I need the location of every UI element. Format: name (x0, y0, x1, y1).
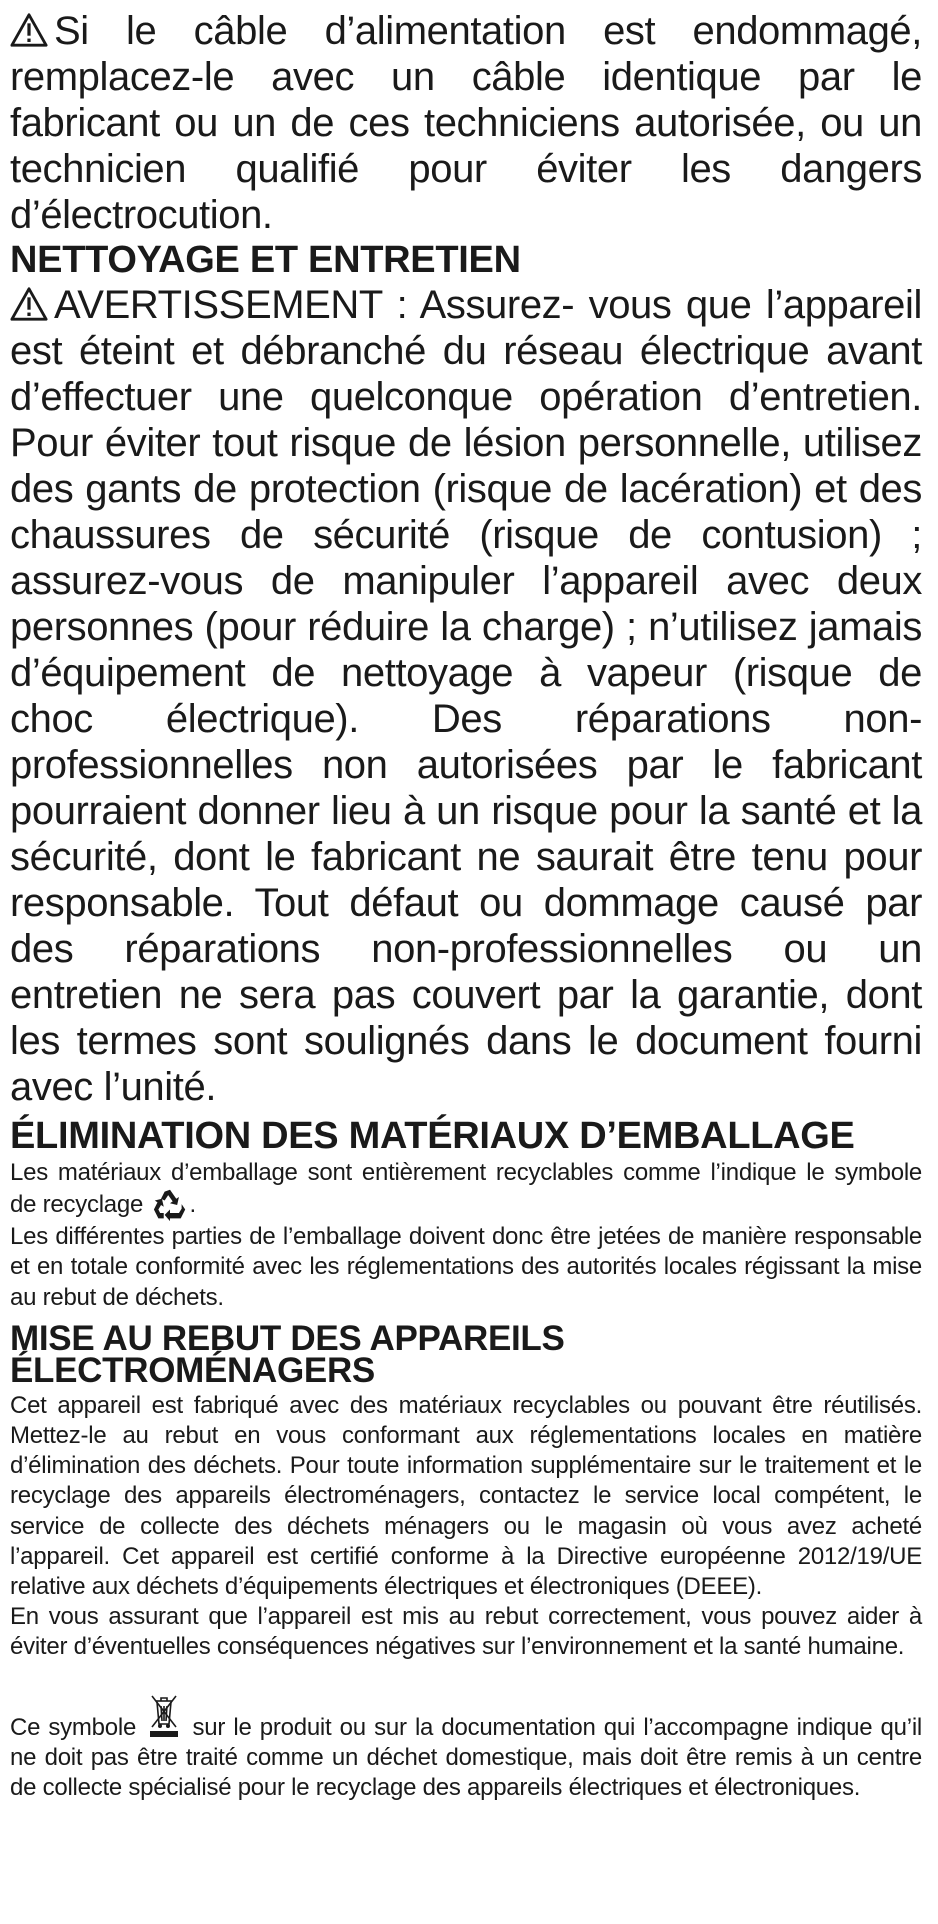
cleaning-heading: NETTOYAGE ET ENTRETIEN (10, 239, 521, 281)
packaging-text-end: . (189, 1191, 196, 1219)
packaging-text: Les matériaux d’emballage sont entièrement recyclables comme l’indique le symbole de recyclage (10, 1159, 922, 1219)
recycle-icon (152, 1188, 188, 1222)
crossed-bin-icon (146, 1693, 182, 1739)
disposal-heading (10, 1318, 922, 1390)
disposal-paragraph-1: Cet appareil est fabriqué avec des matériaux recyclables ou pouvant être réutilisés. Mettez-le au rebut en vous conformant aux réglementations locales en matière d’élimination des déchets. Pour toute information supplémentaire sur le traitement et le recyclage des appareils électroménagers, contactez le service local compétent, le service de collecte des déchets ménagers ou le magasin où vous avez acheté l’appareil. Cet appareil est certifié conforme à la Directive européenne 2012/19/UE relative aux déchets d’équipements électriques et électroniques (DEEE). (10, 1391, 922, 1601)
cable-warning-paragraph (10, 8, 922, 238)
weee-symbol-paragraph (10, 1693, 922, 1804)
disposal-heading-line1: MISE AU REBUT DES APPAREILS (10, 1318, 565, 1358)
weee-text-end: sur le produit ou sur la documentation qui l’accompagne indique qu’il ne doit pas être traité comme un déchet domestique, mais doit être remis à un centre de collecte spécialisé pour le recyclage des appareils électriques et électroniques. (10, 1713, 923, 1802)
warning-triangle-icon (10, 286, 48, 322)
packaging-paragraph (10, 1158, 922, 1222)
spacer (10, 1663, 922, 1693)
disposal-heading-line2: ÉLECTROMÉNAGERS (10, 1350, 375, 1390)
cleaning-text: AVERTISSEMENT : Assurez- vous que l’appareil est éteint et débranché du réseau électrique avant d’effectuer une quelconque opération d’entretien. Pour éviter tout risque de lésion personnelle, utilisez des gants de protection (risque de lacération) et des chaussures de sécurité (risque de contusion) ; assurez-vous de manipuler l’appareil avec deux personnes (pour réduire la charge) ; n’utilisez jamais d’équipement de nettoyage à vapeur (risque de choc électrique). Des réparations non-professionnelles non autorisées par le fabricant pourraient donner lieu à un risque pour la santé et la sécurité, dont le fabricant ne saurait être tenu pour responsable. Tout défaut ou dommage causé par des réparations non-professionnelles ou un entretien ne sera pas couvert par la garantie, dont les termes sont soulignés dans le document fourni avec l’unité. (10, 283, 922, 1109)
packaging-heading: ÉLIMINATION DES MATÉRIAUX D’EMBALLAGE (10, 1115, 855, 1157)
packaging-paragraph-2: Les différentes parties de l’emballage doivent donc être jetées de manière responsable et en totale conformité avec les réglementations des autorités locales régissant la mise au rebut de déchets. (10, 1223, 922, 1311)
cleaning-paragraph (10, 282, 922, 1110)
warning-triangle-icon (10, 12, 48, 48)
weee-text-start: Ce symbole (10, 1713, 137, 1741)
cable-warning-text: Si le câble d’alimentation est endommagé, remplacez-le avec un câble identique par le fabricant ou un de ces techniciens autorisée, ou un technicien qualifié pour éviter les dangers d’électrocution. (10, 9, 922, 237)
disposal-paragraph-2: En vous assurant que l’appareil est mis au rebut correctement, vous pouvez aider à éviter d’éventuelles conséquences négatives sur l’environnement et la santé humaine. (10, 1603, 922, 1661)
